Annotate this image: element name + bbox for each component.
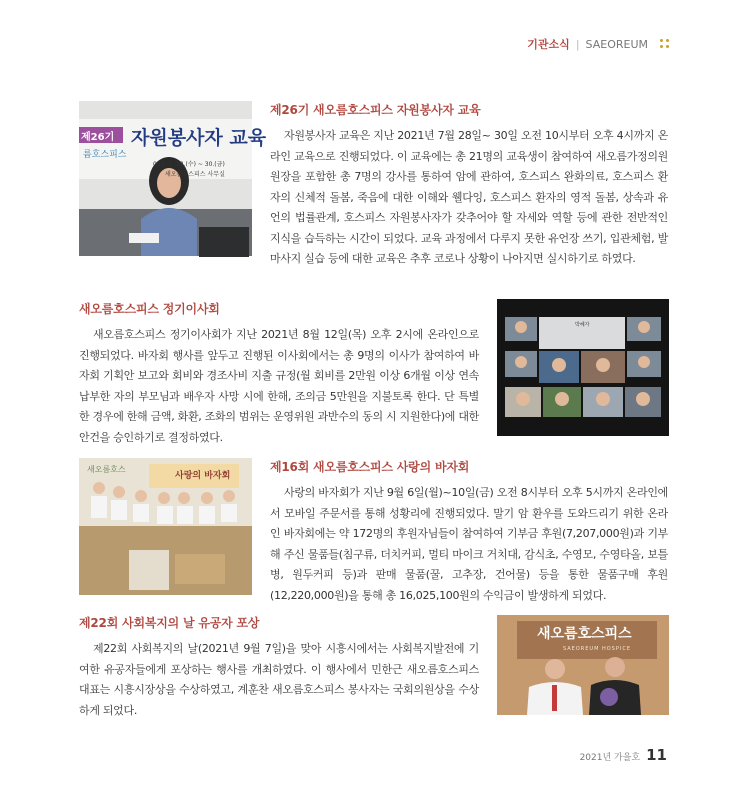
photo-award [497,615,669,715]
photo-sign-text: 새오름호스 [87,465,126,474]
article-body: 자원봉사자 교육은 지난 2021년 7월 28일~ 30일 오전 10시부터 오후 4시까지 온라인 교육으로 진행되었다. 이 교육에는 총 21명의 교육생이 참여하여 새오름가정의원 원장을 포함한 총 7명의 강사를 통하여 암에 관하여, 호스피스 완화의료, 호스피스 환자의 신체적 돌봄, 죽음에 대한 이해와 웰다잉, 호스피스 환자의 영적 돌봄, 상속과 유언의 법률관계, 호스피스 자원봉사자가 갖추어야 할 자세와 역할 등에 관한 전반적인 지식을 습득하는 시간이 되었다. 교육 과정에서 다루지 못한 유언장 쓰기, 입관체험, 발 마사지 실습 등에 대한 교육은 추후 코로나 상황이 나아지면 실시하기로 하였다. [270,129,668,265]
article-charity-bazaar [270,458,668,606]
article-body: 제22회 사회복지의 날(2021년 9월 7일)을 맞아 시흥시에서는 사회복지발전에 기여한 유공자들에게 포상하는 행사를 개최하였다. 이 행사에서 민한근 새오름호스피스 대표는 시흥시장상을 수상하였고, 계훈찬 새오름호스피스 봉사자는 국회의원상을 수상하게 되었다. [79,642,479,717]
running-header [527,36,670,52]
photo-sign-text: 새오름호스피스 [537,626,632,642]
article-title: 제26기 새오름호스피스 자원봉사자 교육 [270,103,481,117]
issue-label: 2021년 가을호 [579,753,641,763]
section-label: 기관소식 [527,38,570,51]
page-footer [580,746,667,764]
photo-big-text: 자원봉사자 교육 [131,127,267,149]
photo-host-text: 새오름호스피스 사무실 [165,171,225,178]
article-title: 제22회 사회복지의 날 유공자 포상 [79,616,260,630]
dots-icon [660,39,670,49]
photo-volunteer-training [79,101,267,256]
article-board-meeting [79,300,479,448]
photo-date-text: 021. 7. 28.(수) ~ 30.(금) [153,161,225,168]
article-body: 새오름호스피스 정기이사회가 지난 2021년 8월 12일(목) 오후 2시에 온라인으로 진행되었다. 바자회 행사를 앞두고 진행된 이사회에서는 총 9명의 이사가 참여하여 바자회 기획안 보고와 회비와 경조사비 지출 규정(월 회비를 2만원 이상 6개월 이상 연속 납부한 자의 부모님과 배우자 사망 시에 한해, 조의금 5만원을 지불토록 한다. 단 특별한 경우에 한해 금액, 화환, 조화의 범위는 운영위원 과반수의 동의 시 지원한다)에 대한 안건을 승인하기로 결정하였다. [79,328,479,444]
header-separator: | [575,37,580,51]
photo-badge: 제26기 [81,132,115,143]
page-number: 11 [646,746,667,764]
article-volunteer-training [270,101,668,270]
article-title: 새오름호스피스 정기이사회 [79,302,220,316]
article-title: 제16회 새오름호스피스 사랑의 바자회 [270,460,470,474]
video-conference-grid [497,299,669,436]
photo-eng-text: SAEOREUM HOSPICE [563,646,631,652]
photo-banner-text: 사랑의 바자회 [175,471,231,481]
brand-label: SAEOREUM [585,37,648,51]
photo-charity-bazaar [79,458,252,595]
article-body: 사랑의 바자회가 지난 9월 6일(월)~10일(금) 오전 8시부터 오후 5시까지 온라인에서 모바일 주문서를 통해 성황리에 진행되었다. 말기 암 환우를 도와드리기 위한 온라인 바자회에는 약 172명의 후원자님들이 참여하여 기부금 후원(7,207,000원)과 기부해 주신 물품들(침구류, 더치커피, 멀티 마이크 거치대, 감식초, 수영모, 수영타올, 보틀병, 원두커피 등)과 판매 물품(꿀, 고추장, 건어물) 등을 통한 물품구매 후원(12,220,000원)을 통해 총 16,025,100원의 수익금이 발생하게 되었다. [270,486,668,602]
photo-sub-text: 름호스피스 [83,150,127,160]
photo-board-meeting [497,299,669,436]
article-social-welfare-award [79,614,479,721]
video-tile-name: 박혜자 [575,322,590,328]
